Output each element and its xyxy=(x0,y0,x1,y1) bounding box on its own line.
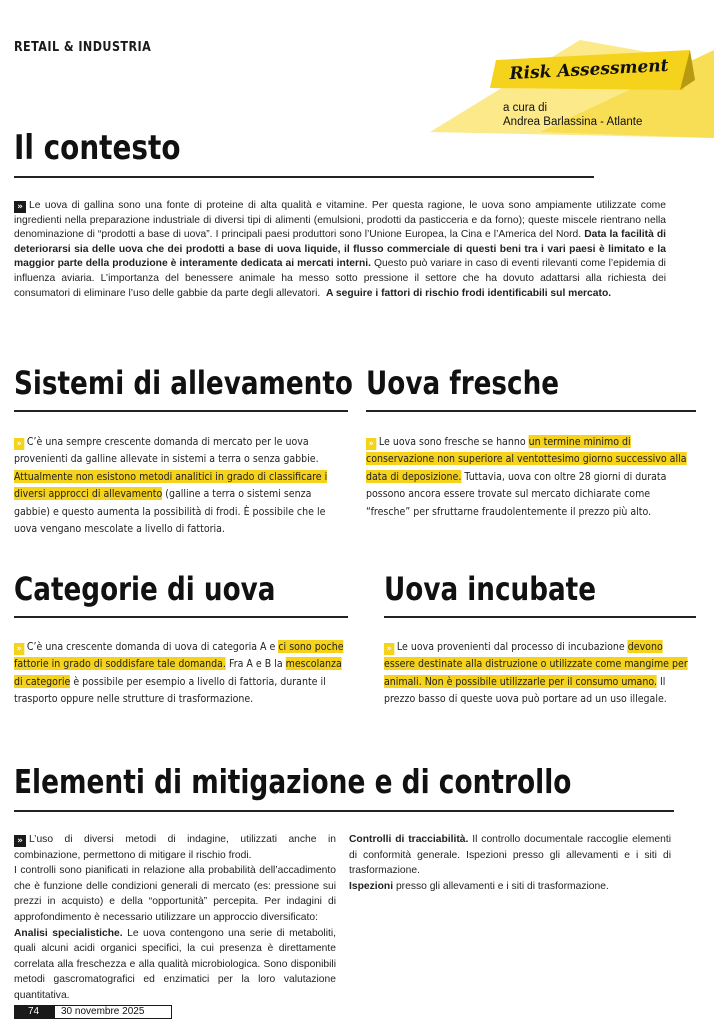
categorie-title: Categorie di uova xyxy=(14,570,276,608)
curated-by xyxy=(503,101,703,129)
incubate-t1: Le uova provenienti dal processo di incubazione xyxy=(396,640,625,653)
tracciabilita-label: Controlli di tracciabilità. xyxy=(349,834,469,845)
incubate-text xyxy=(384,638,696,708)
fresche-title: Uova fresche xyxy=(366,364,560,402)
fresche-text xyxy=(366,433,696,520)
bullet-icon: » xyxy=(14,438,24,450)
curated-author: Andrea Barlassina - Atlante xyxy=(503,116,643,128)
issue-date: 30 novembre 2025 xyxy=(54,1005,172,1019)
analisi-label: Analisi specialistiche. xyxy=(14,927,123,939)
sistemi-text xyxy=(14,433,344,537)
bullet-icon: » xyxy=(14,201,26,213)
mitigazione-p1: L’uso di diversi metodi di indagine, utilizzati anche in combinazione, permettono di mitigare il rischio frodi. xyxy=(14,834,336,861)
bullet-icon: » xyxy=(14,643,24,655)
intro-p1-bold: Data la facilità di deteriorarsi sia delle uova che dei prodotti a base di uova liquide, il flusso commerciale di questi beni tra i vari paesi è limitato e la maggior parte della produzione è interamente dedicata ai mercati interni. xyxy=(14,229,666,270)
intro-p2-bold: A seguire i fattori di rischio frodi identificabili sul mercato. xyxy=(325,287,612,299)
curated-prefix: a cura di xyxy=(503,102,548,114)
categorie-highlight-2: mescolanza di categorie xyxy=(14,657,342,688)
ispezioni-label: Ispezioni xyxy=(349,880,394,892)
intro-text xyxy=(14,199,666,301)
ribbon-title: Risk Assessment xyxy=(508,55,669,85)
fresche-t1: Le uova sono fresche se hanno xyxy=(378,435,526,448)
categorie-t1: C’è una crescente domanda di uova di categoria A e xyxy=(26,640,276,653)
incubate-title: Uova incubate xyxy=(384,570,597,608)
incubate-highlight: devono essere destinate alla distruzione o utilizzate come mangime per animali. Non è possibile utilizzarle per il consumo umano. xyxy=(384,640,688,688)
categorie-t2: Fra A e B la xyxy=(228,657,283,671)
mitigazione-p2: I controlli sono pianificati in relazione alla probabilità dell’accadimento che è funzione delle condizioni generali di mercato (es: pressione sui prezzi in acquisto) e della “opportunità” percepita. Per indagini di approfondimento è necessario utilizzare un approccio diversificato: xyxy=(14,865,336,923)
mitigazione-p3: Le uova contengono una serie di metaboliti, quali alcuni acidi organici specifici, la cui presenza è direttamente correlata alla freschezza e alla qualità microbiologica. Sono disponibili metodi gascromatografici ed enzimatici per la loro valutazione quantitativa. xyxy=(14,927,336,1001)
categorie-highlight-1: ci sono poche fattorie in grado di soddisfare tale domanda. xyxy=(14,640,344,671)
mitigazione-right xyxy=(349,832,671,894)
page-number: 74 xyxy=(14,1005,54,1019)
tracciabilita-text: Il controllo documentale raccoglie elementi di conformità generale. Ispezioni presso gli allevamenti e i siti di trasformazione. xyxy=(349,834,671,877)
mitigazione-left xyxy=(14,832,336,1004)
sistemi-rule xyxy=(14,410,348,412)
intro-title: Il contesto xyxy=(14,128,181,168)
bullet-icon: » xyxy=(14,835,26,847)
intro-p1: Le uova di gallina sono una fonte di proteine di alta qualità e vitamine. Per questa ragione, le uova sono ampiamente utilizzate come ingredienti nella preparazione industriale di diversi tipi di alimenti (emulsioni, prodotti da pasticceria e da forno); queste miscele rientrano nella denominazione di “prodotti a base di uova”. I principali paesi produttori sono l’Unione Europea, la Cina e l’America del Nord. xyxy=(14,200,666,241)
ispezioni-text: presso gli allevamenti e i siti di trasformazione. xyxy=(395,880,609,892)
sistemi-t1: C’è una sempre crescente domanda di mercato per le uova provenienti da galline allevate in sistemi a terra o senza gabbie. xyxy=(14,435,319,466)
mitigazione-rule xyxy=(14,810,674,812)
bullet-icon: » xyxy=(366,438,376,450)
categorie-rule xyxy=(14,616,348,618)
intro-p2: Questo può variare in caso di eventi rilevanti come l’epidemia di influenza aviaria. L’importanza del benessere animale ha messo sotto pressione il settore che ha dovuto adattarsi alla richiesta dei consumatori di eliminare l’uso delle gabbie da parte degli allevatori. xyxy=(14,258,666,299)
fresche-rule xyxy=(366,410,696,412)
fresche-highlight: un termine minimo di conservazione non superiore al ventottesimo giorno successivo alla data di deposizione. xyxy=(366,435,687,483)
sistemi-title: Sistemi di allevamento xyxy=(14,364,353,402)
bullet-icon: » xyxy=(384,643,394,655)
intro-rule xyxy=(14,176,594,178)
mitigazione-title: Elementi di mitigazione e di controllo xyxy=(14,762,572,801)
categorie-t3: è possibile per esempio a livello di fattoria, durante il trasporto oppure nelle strutture di trasformazione. xyxy=(14,674,326,706)
section-label: RETAIL & INDUSTRIA xyxy=(14,40,152,55)
sistemi-t2: (galline a terra o sistemi senza gabbie) e questo aumenta la possibilità di frodi. È possibile che le uova vengano mescolate a livello di fattoria. xyxy=(14,487,326,536)
fresche-t2: Tuttavia, uova con oltre 28 giorni di durata possono ancora essere trovate sul mercato dichiarate come “fresche” per sfruttarne fraudolentemente il prezzo più alto. xyxy=(366,469,667,518)
incubate-t2: Il prezzo basso di queste uova può portare ad un uso illegale. xyxy=(384,674,667,706)
incubate-rule xyxy=(384,616,696,618)
categorie-text xyxy=(14,638,344,708)
sistemi-highlight: Attualmente non esistono metodi analitici in grado di classificare i diversi approcci di allevamento xyxy=(14,469,328,501)
